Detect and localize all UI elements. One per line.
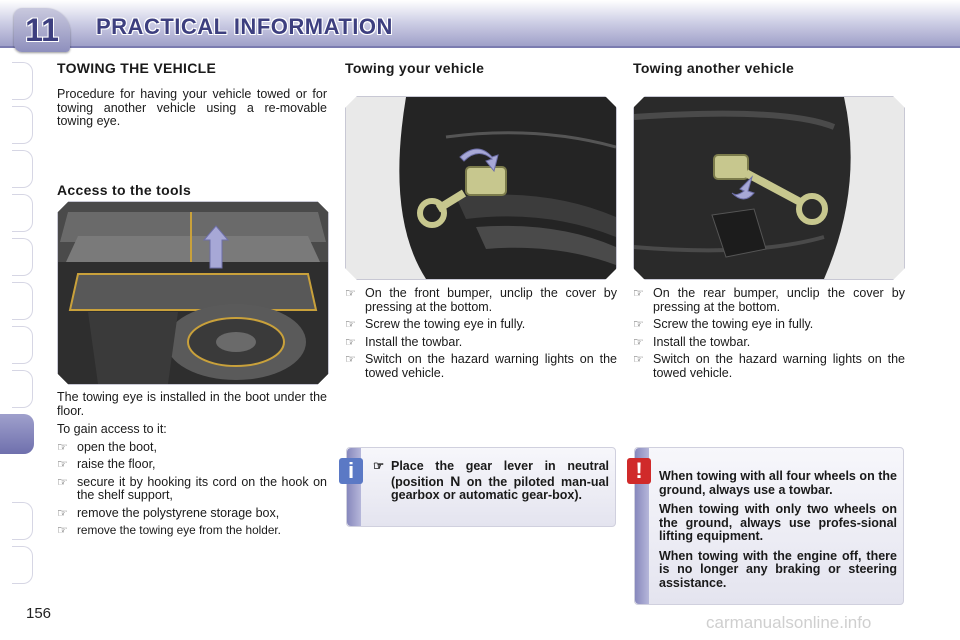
chapter-tab[interactable] [12, 282, 33, 320]
list-item: ☞ secure it by hooking its cord on the hook on the shelf support, [57, 474, 327, 502]
list-item: ☞ Screw the towing eye in fully. [633, 317, 814, 331]
right-steps-column [633, 287, 905, 384]
left-column-body [57, 391, 327, 541]
warning-paragraph: When towing with the engine off, there is no longer any braking or steering assistance. [659, 548, 897, 590]
front-bumper-towing-eye-illustration [345, 96, 617, 280]
info-icon: i [339, 458, 363, 484]
list-item: ☞ raise the floor, [57, 457, 156, 471]
pointing-hand-icon: ☞ [345, 334, 356, 349]
right-column [633, 60, 905, 76]
pointing-hand-icon: ☞ [345, 317, 356, 331]
list-item: ☞ Switch on the hazard warning lights on the towed vehicle. [633, 352, 905, 380]
section-heading: TOWING THE VEHICLE [57, 60, 217, 76]
chapter-number: 11 [25, 12, 59, 48]
section-heading: Towing your vehicle [345, 60, 485, 76]
info-note-body [373, 460, 609, 503]
chapter-tab[interactable] [12, 194, 33, 232]
list-item: ☞ Install the towbar. [345, 334, 463, 349]
chapter-tab[interactable] [12, 546, 33, 584]
subsection-heading: Access to the tools [57, 181, 192, 198]
car-boot-illustration [57, 201, 329, 385]
watermark: carmanualsonline.info [706, 613, 872, 632]
rear-bumper-towing-eye-illustration [633, 96, 905, 280]
pointing-hand-icon: ☞ [345, 286, 356, 300]
pointing-hand-icon: ☞ [633, 352, 644, 366]
list-item: ☞ open the boot, [57, 439, 157, 454]
page-title: PRACTICAL INFORMATION [96, 14, 393, 39]
section-heading: Towing another vehicle [633, 60, 795, 76]
pointing-hand-icon: ☞ [633, 317, 644, 331]
header-divider [0, 46, 960, 48]
pointing-hand-icon: ☞ [57, 505, 68, 520]
chapter-tab[interactable] [12, 502, 33, 540]
chapter-tab[interactable] [12, 106, 33, 144]
warning-paragraph: When towing with all four wheels on the ground, always use a towbar. [659, 469, 897, 497]
pointing-hand-icon: ☞ [345, 352, 356, 366]
pointing-hand-icon: ☞ [57, 523, 68, 537]
intro-text: Procedure for having your vehicle towed or for towing another vehicle using a re-movable towing eye. [57, 87, 327, 128]
list-item: ☞ remove the polystyrene storage box, [57, 505, 280, 520]
warning-note-body [659, 470, 897, 590]
access-steps [57, 441, 327, 537]
front-towing-steps [345, 287, 617, 380]
info-note-text: ☞ Place the gear lever in neutral (position N on the piloted man-ual gearbox or automatic gear-box). [373, 459, 609, 502]
list-item: ☞ Screw the towing eye in fully. [345, 317, 526, 331]
chapter-badge [14, 8, 70, 52]
pointing-hand-icon: ☞ [373, 459, 385, 473]
list-item: ☞ remove the towing eye from the holder. [57, 523, 281, 537]
page-number: 156 [26, 605, 52, 622]
middle-steps-column [345, 287, 617, 384]
boot-text: The towing eye is installed in the boot under the floor. [57, 390, 327, 418]
chapter-tab[interactable] [12, 326, 33, 364]
warning-icon: ! [627, 458, 651, 484]
pointing-hand-icon: ☞ [57, 439, 68, 454]
list-item: ☞ Install the towbar. [633, 334, 751, 349]
pointing-hand-icon: ☞ [57, 474, 68, 489]
list-item: ☞ On the front bumper, unclip the cover by pressing at the bottom. [345, 286, 617, 314]
chapter-tab[interactable] [12, 370, 33, 408]
chapter-tab[interactable] [12, 150, 33, 188]
list-item: ☞ Switch on the hazard warning lights on the towed vehicle. [345, 352, 617, 380]
pointing-hand-icon: ☞ [57, 457, 68, 471]
list-item: ☞ On the rear bumper, unclip the cover by pressing at the bottom. [633, 286, 905, 314]
chapter-tab[interactable] [12, 238, 33, 276]
pointing-hand-icon: ☞ [633, 334, 644, 349]
chapter-tab-active[interactable] [0, 414, 34, 454]
middle-column [345, 60, 617, 76]
rear-towing-steps [633, 287, 905, 380]
left-column [57, 60, 327, 198]
info-note [346, 447, 616, 527]
warning-note [634, 447, 904, 605]
gain-access-text: To gain access to it: [57, 422, 167, 436]
chapter-tab[interactable] [12, 62, 33, 100]
pointing-hand-icon: ☞ [633, 286, 644, 300]
warning-paragraph: When towing with only two wheels on the ground, always use profes-sional lifting equipment. [659, 502, 897, 543]
